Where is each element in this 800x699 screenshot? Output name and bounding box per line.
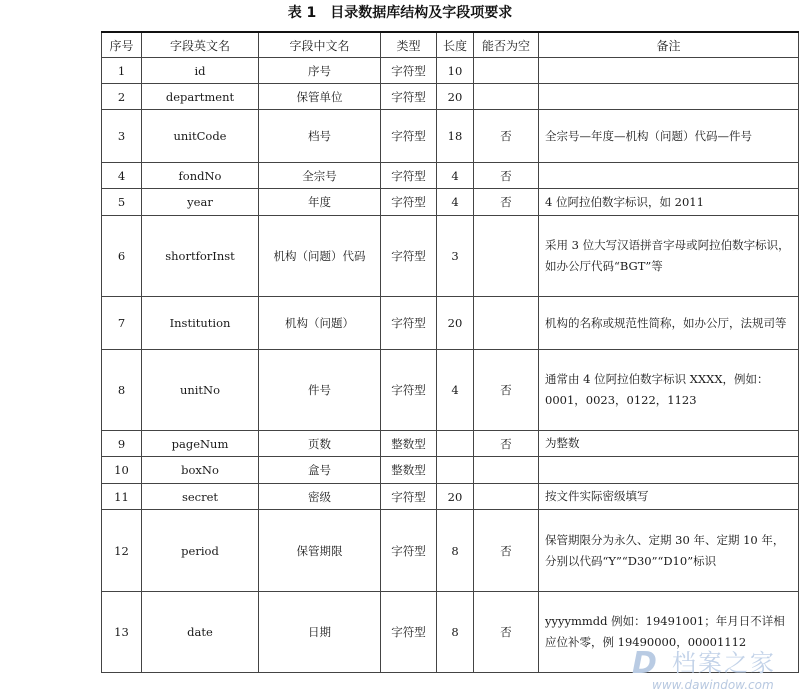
catalog-table <box>101 31 799 673</box>
table-body <box>102 58 799 673</box>
cell-type: 字符型 <box>381 484 437 510</box>
table-row <box>102 510 799 592</box>
cell-nullable <box>474 58 539 84</box>
cell-seq: 12 <box>102 510 142 592</box>
cell-length: 20 <box>437 297 474 350</box>
table-caption: 表 1 目录数据库结构及字段项要求 <box>287 5 513 21</box>
cell-cn: 密级 <box>259 484 381 510</box>
watermark-site-name: 档案之家 <box>672 649 776 677</box>
cell-en: boxNo <box>142 457 259 484</box>
cell-length: 4 <box>437 350 474 431</box>
header-remark: 备注 <box>539 32 799 58</box>
table-row <box>102 592 799 673</box>
cell-nullable: 否 <box>474 510 539 592</box>
cell-seq: 13 <box>102 592 142 673</box>
cell-en: shortforInst <box>142 216 259 297</box>
cell-en: unitCode <box>142 110 259 163</box>
cell-remark: 4 位阿拉伯数字标识，如 2011 <box>539 189 799 216</box>
cell-type: 整数型 <box>381 457 437 484</box>
cell-cn: 保管期限 <box>259 510 381 592</box>
cell-cn: 序号 <box>259 58 381 84</box>
cell-remark <box>539 163 799 189</box>
cell-cn: 机构（问题）代码 <box>259 216 381 297</box>
table-row <box>102 189 799 216</box>
table-row <box>102 58 799 84</box>
cell-type: 字符型 <box>381 350 437 431</box>
cell-length: 8 <box>437 592 474 673</box>
cell-type: 字符型 <box>381 510 437 592</box>
cell-cn: 全宗号 <box>259 163 381 189</box>
header-length: 长度 <box>437 32 474 58</box>
cell-en: secret <box>142 484 259 510</box>
cell-seq: 10 <box>102 457 142 484</box>
cell-nullable <box>474 84 539 110</box>
cell-type: 字符型 <box>381 189 437 216</box>
watermark-url: www.dawindow.com <box>652 678 774 692</box>
cell-seq: 2 <box>102 84 142 110</box>
cell-type: 字符型 <box>381 592 437 673</box>
cell-remark: yyyymmdd 例如：19491001；年月日不详相应位补零，例 19490000，00001112 <box>539 592 799 673</box>
cell-en: fondNo <box>142 163 259 189</box>
cell-nullable: 否 <box>474 592 539 673</box>
table-row <box>102 297 799 350</box>
cell-seq: 8 <box>102 350 142 431</box>
table-row <box>102 216 799 297</box>
cell-en: unitNo <box>142 350 259 431</box>
cell-en: period <box>142 510 259 592</box>
cell-nullable: 否 <box>474 110 539 163</box>
cell-nullable <box>474 484 539 510</box>
header-chinese-name: 字段中文名 <box>259 32 381 58</box>
table-row <box>102 163 799 189</box>
cell-nullable <box>474 297 539 350</box>
cell-nullable: 否 <box>474 431 539 457</box>
header-type: 类型 <box>381 32 437 58</box>
watermark-logo-icon: D <box>632 646 657 681</box>
cell-length: 10 <box>437 58 474 84</box>
cell-en: pageNum <box>142 431 259 457</box>
cell-length: 20 <box>437 84 474 110</box>
cell-nullable: 否 <box>474 350 539 431</box>
cell-en: Institution <box>142 297 259 350</box>
header-english-name: 字段英文名 <box>142 32 259 58</box>
cell-seq: 3 <box>102 110 142 163</box>
table-row <box>102 84 799 110</box>
cell-type: 字符型 <box>381 297 437 350</box>
cell-nullable: 否 <box>474 163 539 189</box>
table-row <box>102 457 799 484</box>
cell-cn: 年度 <box>259 189 381 216</box>
cell-type: 字符型 <box>381 110 437 163</box>
cell-remark <box>539 84 799 110</box>
cell-type: 字符型 <box>381 84 437 110</box>
cell-remark <box>539 58 799 84</box>
cell-remark: 为整数 <box>539 431 799 457</box>
header-nullable: 能否为空 <box>474 32 539 58</box>
cell-remark: 全宗号—年度—机构（问题）代码—件号 <box>539 110 799 163</box>
header-seq: 序号 <box>102 32 142 58</box>
cell-remark: 机构的名称或规范性简称，如办公厅，法规司等 <box>539 297 799 350</box>
cell-en: department <box>142 84 259 110</box>
cell-length: 18 <box>437 110 474 163</box>
cell-length <box>437 431 474 457</box>
cell-length: 20 <box>437 484 474 510</box>
cell-type: 整数型 <box>381 431 437 457</box>
cell-type: 字符型 <box>381 216 437 297</box>
cell-en: date <box>142 592 259 673</box>
header-row <box>102 32 799 58</box>
cell-remark <box>539 457 799 484</box>
cell-remark: 保管期限分为永久、定期 30 年、定期 10 年，分别以代码“Y”“D30”“D10”标识 <box>539 510 799 592</box>
cell-remark: 采用 3 位大写汉语拼音字母或阿拉伯数字标识，如办公厅代码“BGT”等 <box>539 216 799 297</box>
cell-length: 4 <box>437 163 474 189</box>
cell-cn: 档号 <box>259 110 381 163</box>
cell-seq: 7 <box>102 297 142 350</box>
cell-remark: 按文件实际密级填写 <box>539 484 799 510</box>
cell-seq: 4 <box>102 163 142 189</box>
cell-seq: 9 <box>102 431 142 457</box>
cell-type: 字符型 <box>381 163 437 189</box>
table-row <box>102 484 799 510</box>
cell-en: year <box>142 189 259 216</box>
cell-seq: 6 <box>102 216 142 297</box>
table-row <box>102 350 799 431</box>
cell-remark: 通常由 4 位阿拉伯数字标识 XXXX，例如：0001，0023，0122，1123 <box>539 350 799 431</box>
table-row <box>102 110 799 163</box>
cell-seq: 5 <box>102 189 142 216</box>
cell-cn: 页数 <box>259 431 381 457</box>
cell-cn: 机构（问题） <box>259 297 381 350</box>
cell-en: id <box>142 58 259 84</box>
cell-nullable: 否 <box>474 189 539 216</box>
cell-nullable <box>474 216 539 297</box>
cell-cn: 日期 <box>259 592 381 673</box>
cell-type: 字符型 <box>381 58 437 84</box>
cell-length: 4 <box>437 189 474 216</box>
cell-cn: 保管单位 <box>259 84 381 110</box>
table-row <box>102 431 799 457</box>
cell-nullable <box>474 457 539 484</box>
cell-cn: 件号 <box>259 350 381 431</box>
cell-length: 3 <box>437 216 474 297</box>
cell-length <box>437 457 474 484</box>
cell-seq: 11 <box>102 484 142 510</box>
cell-length: 8 <box>437 510 474 592</box>
cell-cn: 盒号 <box>259 457 381 484</box>
cell-seq: 1 <box>102 58 142 84</box>
